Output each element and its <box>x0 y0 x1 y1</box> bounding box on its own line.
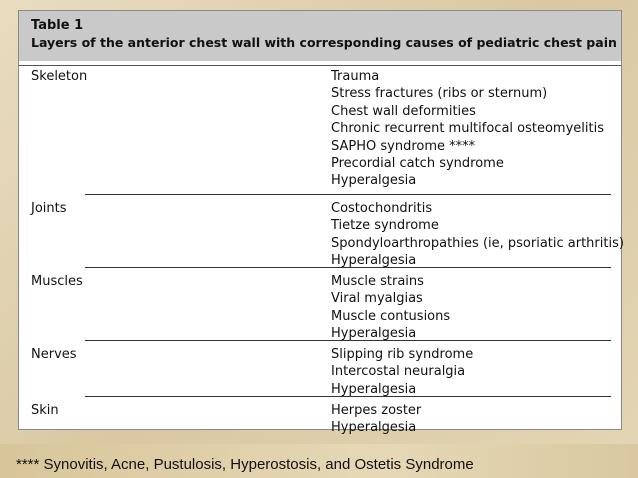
cause-item: Hyperalgesia <box>331 253 417 269</box>
cause-item: Stress fractures (ribs or sternum) <box>331 86 548 102</box>
cause-item: Chronic recurrent multifocal osteomyelitis <box>331 121 604 137</box>
layer-label: Nerves <box>31 347 77 362</box>
cause-item: Intercostal neuralgia <box>331 364 466 380</box>
causes-list <box>331 273 621 343</box>
table <box>18 10 624 436</box>
layer-label: Joints <box>31 201 67 216</box>
causes-list <box>331 346 621 398</box>
causes-list <box>331 402 621 437</box>
cause-item: Muscle contusions <box>331 308 451 324</box>
layer-label: Skin <box>31 403 59 418</box>
cause-item: SAPHO syndrome **** <box>331 138 476 154</box>
table-title: Layers of the anterior chest wall with corresponding causes of pediatric chest pain <box>31 35 617 50</box>
table-header <box>19 11 621 61</box>
cause-item: Herpes zoster <box>331 403 422 418</box>
layer-label: Skeleton <box>31 69 88 84</box>
cause-item: Tietze syndrome <box>331 218 439 234</box>
table-number: Table 1 <box>31 18 84 33</box>
footnote: **** Synovitis, Acne, Pustulosis, Hyperostosis, and Ostetis Syndrome <box>16 456 474 473</box>
causes-list <box>331 200 624 270</box>
cause-item: Trauma <box>331 69 380 84</box>
cause-item: Precordial catch syndrome <box>331 156 504 172</box>
table-body <box>19 68 624 437</box>
cause-item: Muscle strains <box>331 274 424 289</box>
cause-item: Hyperalgesia <box>331 381 417 397</box>
cause-item: Costochondritis <box>331 201 433 216</box>
cause-item: Viral myalgias <box>331 291 423 307</box>
cause-item: Slipping rib syndrome <box>331 347 474 362</box>
table-row-nerves <box>19 341 621 397</box>
cause-item: Hyperalgesia <box>331 420 417 436</box>
table-row-skeleton <box>19 68 621 195</box>
header-rule <box>19 65 621 66</box>
table-row-skin <box>19 397 621 437</box>
cause-item: Spondyloarthropathies (ie, psoriatic arthritis) <box>331 235 624 251</box>
cause-item: Hyperalgesia <box>331 326 417 342</box>
cause-item: Chest wall deformities <box>331 103 476 119</box>
table-row-muscles <box>19 268 621 341</box>
table-row-joints <box>19 195 624 269</box>
cause-item: Hyperalgesia <box>331 173 417 189</box>
layer-label: Muscles <box>31 274 83 289</box>
causes-list <box>331 68 621 190</box>
